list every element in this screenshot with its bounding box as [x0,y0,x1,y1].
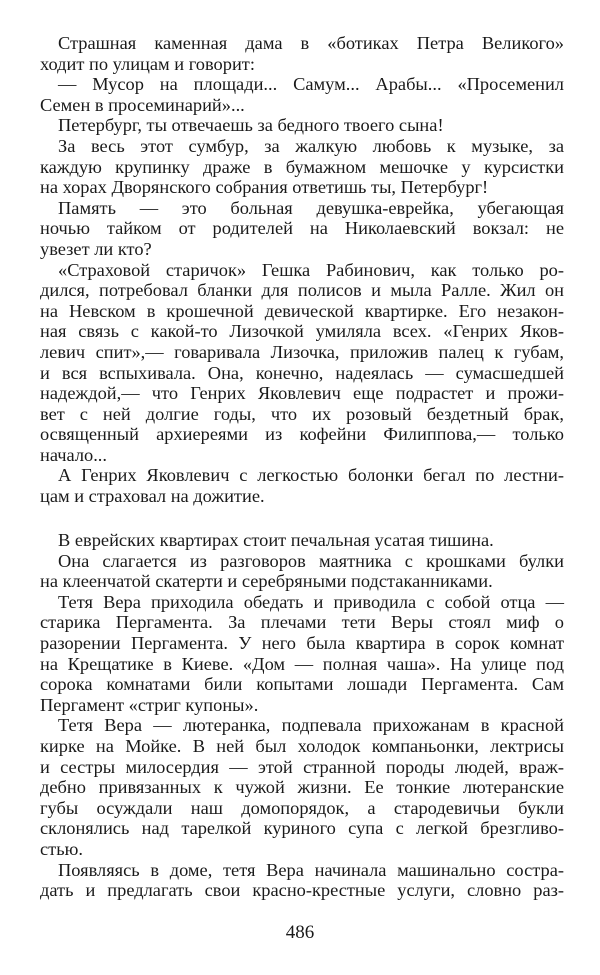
text-line: сорока комнатами били копытами лошади Пергамента. Сам [40,674,564,695]
text-line: на хорах Дворянского собрания ответишь ты, Петербург! [40,177,489,198]
paragraph [40,592,564,716]
paragraph [40,715,564,859]
text-line: ная связь с какой-то Лизочкой умиляла всех. «Генрих Яков- [40,321,564,342]
text-line: Петербург, ты отвечаешь за бедного твоего сына! [58,115,444,136]
text-line: дебно привязанных к чужой жизни. Ее тонкие лютеранские [40,777,564,798]
paragraph [40,136,564,198]
text-line: освященный архиереями из кофейни Филиппова,— только [40,424,564,445]
text-line: ночью тайком от родителей на Николаевский вокзал: не [40,218,564,239]
paragraph [40,465,564,506]
paragraph [40,115,564,136]
paragraph [40,260,564,466]
text-line: кирке на Мойке. В ней был холодок компаньонки, лектрисы [40,735,564,756]
paragraph [40,33,564,74]
text-line: дился, потребовал бланки для полисов и мыла Ралле. Жил он [40,280,564,301]
text-line: на клеенчатой скатерти и серебряными подстаканниками. [40,571,493,592]
text-line: В еврейских квартирах стоит печальная усатая тишина. [58,530,494,550]
text-line: губы осуждали наш домопорядок, а стародевичьи букли [40,797,564,818]
text-line: За весь этот сумбур, за жалкую любовь к музыке, за [58,135,564,156]
text-line: надеждой,— что Генрих Яковлевич еще подрастет и прожи- [40,383,564,404]
text-line: на Крещатике в Киеве. «Дом — полная чаша». На улице под [40,653,564,674]
paragraph [40,530,564,551]
paragraph [40,551,564,592]
text-line: Страшная каменная дама в «ботиках Петра Великого» [58,33,564,53]
text-line: цам и страховал на дожитие. [40,486,265,507]
paragraph [40,860,564,901]
text-section-2 [40,530,564,901]
paragraph [40,198,564,260]
text-line: и сестры милосердия — этой странной породы людей, враж- [40,756,564,777]
text-line: Семен в просеминарий»... [40,94,245,115]
text-line: и вся вспыхивала. Она, конечно, надеялась — сумасшедшей [40,362,564,383]
text-line: дать и предлагать свои красно-крестные услуги, словно раз- [40,880,564,901]
text-line: вет с ней долгие годы, что их розовый бездетный брак, [40,403,564,424]
text-line: Тетя Вера — лютеранка, подпевала прихожанам в красной [58,715,564,736]
text-line: Пергамент «стриг купоны». [40,694,259,715]
text-section-1 [40,33,564,507]
text-line: Тетя Вера приходила обедать и приводила с собой отца — [58,591,564,612]
text-line: ходит по улицам и говорит: [40,53,255,74]
text-line: склонялись над тарелкой куриного супа с легкой брезгливо- [40,818,564,839]
text-line: старика Пергамента. За плечами тети Веры стоял миф о [40,612,564,633]
text-line: стью. [40,838,83,859]
text-line: А Генрих Яковлевич с легкостью болонки бегал по лестни- [58,465,564,486]
text-line: — Мусор на площади... Самум... Арабы... «Просеменил [58,74,564,95]
text-line: Память — это больная девушка-еврейка, убегающая [58,197,564,218]
text-line: «Страховой старичок» Гешка Рабинович, как только ро- [58,259,564,280]
text-line: на Невском в крошечной девической квартирке. Его незакон- [40,300,564,321]
text-line: начало... [40,444,108,465]
text-line: левич спит»,— говаривала Лизочка, приложив палец к губам, [40,341,564,362]
text-line: увезет ли кто? [40,238,152,259]
text-line: Появляясь в доме, тетя Вера начинала машинально состра- [58,859,564,880]
text-line: Она слагается из разговоров маятника с крошками булки [58,550,564,571]
text-line: каждую крупинку драже в бумажном мешочке у курсистки [40,156,564,177]
page-number: 486 [285,922,315,943]
text-line: разорении Пергамента. У него была квартира в сорок комнат [40,632,564,653]
paragraph [40,74,564,115]
